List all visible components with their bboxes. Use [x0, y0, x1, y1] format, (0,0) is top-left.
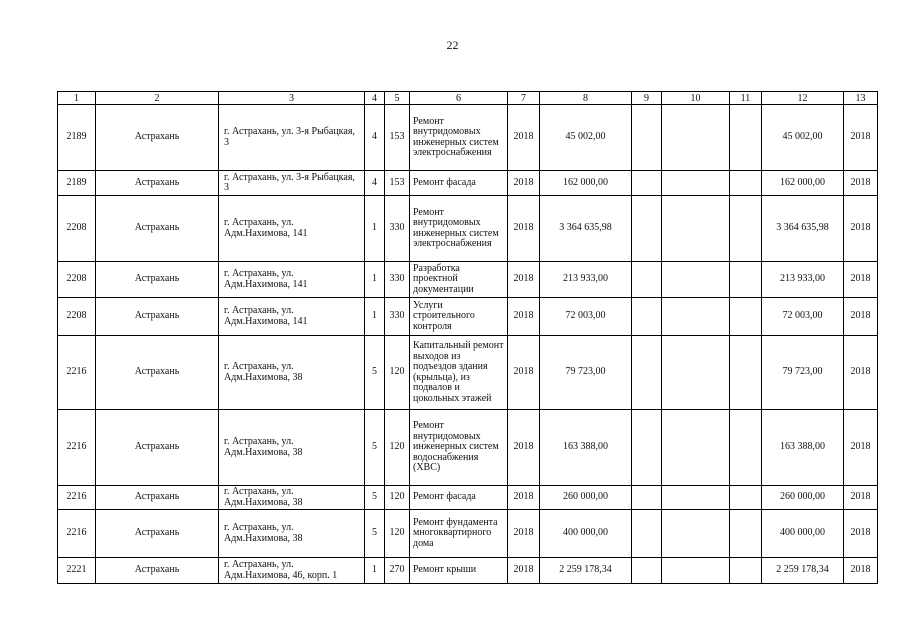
address-cell: г. Астрахань, ул. 3-я Рыбацкая, 3: [219, 171, 365, 196]
col4-cell: 4: [365, 171, 385, 196]
col10-cell: [662, 486, 730, 510]
table-row: [58, 262, 878, 298]
record-id-cell: 2208: [58, 298, 96, 336]
city-cell: Астрахань: [96, 410, 219, 486]
cost-cell: 400 000,00: [540, 510, 632, 558]
col11-cell: [730, 558, 762, 584]
col4-cell: 5: [365, 336, 385, 410]
col5-cell: 330: [385, 196, 410, 262]
table-row: [58, 336, 878, 410]
year-end-cell: 2018: [844, 510, 878, 558]
work-type-cell: Ремонт внутридомовых инженерных систем электроснабжения: [410, 196, 508, 262]
address-cell: г. Астрахань, ул. Адм.Нахимова, 38: [219, 510, 365, 558]
table-row: [58, 486, 878, 510]
work-type-cell: Ремонт фасада: [410, 171, 508, 196]
work-type-cell: Услуги строительного контроля: [410, 298, 508, 336]
header-cell: 10: [662, 92, 730, 105]
col4-cell: 4: [365, 105, 385, 171]
col4-cell: 5: [365, 510, 385, 558]
city-cell: Астрахань: [96, 558, 219, 584]
record-id-cell: 2216: [58, 510, 96, 558]
year-cell: 2018: [508, 336, 540, 410]
col10-cell: [662, 510, 730, 558]
total-cell: 72 003,00: [762, 298, 844, 336]
col5-cell: 153: [385, 105, 410, 171]
work-type-cell: Ремонт внутридомовых инженерных систем электроснабжения: [410, 105, 508, 171]
header-cell: 6: [410, 92, 508, 105]
work-type-cell: Ремонт крыши: [410, 558, 508, 584]
col11-cell: [730, 486, 762, 510]
record-id-cell: 2189: [58, 105, 96, 171]
record-id-cell: 2189: [58, 171, 96, 196]
cost-cell: 2 259 178,34: [540, 558, 632, 584]
header-cell: 9: [632, 92, 662, 105]
header-cell: 12: [762, 92, 844, 105]
work-type-cell: Разработка проектной документации: [410, 262, 508, 298]
address-cell: г. Астрахань, ул. 3-я Рыбацкая, 3: [219, 105, 365, 171]
total-cell: 163 388,00: [762, 410, 844, 486]
col4-cell: 1: [365, 298, 385, 336]
col11-cell: [730, 171, 762, 196]
col10-cell: [662, 298, 730, 336]
col5-cell: 330: [385, 298, 410, 336]
record-id-cell: 2216: [58, 486, 96, 510]
record-id-cell: 2221: [58, 558, 96, 584]
record-id-cell: 2208: [58, 196, 96, 262]
col11-cell: [730, 196, 762, 262]
year-end-cell: 2018: [844, 196, 878, 262]
year-cell: 2018: [508, 171, 540, 196]
table-row: [58, 410, 878, 486]
col11-cell: [730, 510, 762, 558]
header-row: [58, 92, 878, 105]
col9-cell: [632, 486, 662, 510]
header-cell: 2: [96, 92, 219, 105]
table-row: [58, 105, 878, 171]
col9-cell: [632, 510, 662, 558]
col4-cell: 5: [365, 486, 385, 510]
total-cell: 162 000,00: [762, 171, 844, 196]
total-cell: 213 933,00: [762, 262, 844, 298]
total-cell: 3 364 635,98: [762, 196, 844, 262]
col5-cell: 120: [385, 336, 410, 410]
col9-cell: [632, 298, 662, 336]
address-cell: г. Астрахань, ул. Адм.Нахимова, 141: [219, 298, 365, 336]
work-type-cell: Ремонт фасада: [410, 486, 508, 510]
year-end-cell: 2018: [844, 262, 878, 298]
col9-cell: [632, 558, 662, 584]
work-type-cell: Капитальный ремонт выходов из подъездов здания (крыльца), из подвалов и цокольных этажей: [410, 336, 508, 410]
total-cell: 2 259 178,34: [762, 558, 844, 584]
year-end-cell: 2018: [844, 336, 878, 410]
header-cell: 13: [844, 92, 878, 105]
address-cell: г. Астрахань, ул. Адм.Нахимова, 141: [219, 196, 365, 262]
col5-cell: 153: [385, 171, 410, 196]
col4-cell: 1: [365, 262, 385, 298]
col10-cell: [662, 171, 730, 196]
city-cell: Астрахань: [96, 510, 219, 558]
col9-cell: [632, 410, 662, 486]
year-end-cell: 2018: [844, 558, 878, 584]
total-cell: 400 000,00: [762, 510, 844, 558]
record-id-cell: 2216: [58, 410, 96, 486]
col11-cell: [730, 336, 762, 410]
table-row: [58, 510, 878, 558]
page-number: 22: [446, 38, 459, 52]
city-cell: Астрахань: [96, 196, 219, 262]
cost-cell: 260 000,00: [540, 486, 632, 510]
year-cell: 2018: [508, 410, 540, 486]
col4-cell: 5: [365, 410, 385, 486]
address-cell: г. Астрахань, ул. Адм.Нахимова, 38: [219, 410, 365, 486]
address-cell: г. Астрахань, ул. Адм.Нахимова, 38: [219, 336, 365, 410]
cost-cell: 3 364 635,98: [540, 196, 632, 262]
header-cell: 3: [219, 92, 365, 105]
col11-cell: [730, 410, 762, 486]
table-row: [58, 196, 878, 262]
city-cell: Астрахань: [96, 262, 219, 298]
city-cell: Астрахань: [96, 336, 219, 410]
cost-cell: 72 003,00: [540, 298, 632, 336]
cost-cell: 213 933,00: [540, 262, 632, 298]
record-id-cell: 2208: [58, 262, 96, 298]
year-end-cell: 2018: [844, 486, 878, 510]
header-cell: 1: [58, 92, 96, 105]
col5-cell: 270: [385, 558, 410, 584]
cost-cell: 79 723,00: [540, 336, 632, 410]
col5-cell: 120: [385, 410, 410, 486]
year-cell: 2018: [508, 196, 540, 262]
work-type-cell: Ремонт внутридомовых инженерных систем водоснабжения (ХВС): [410, 410, 508, 486]
col10-cell: [662, 105, 730, 171]
address-cell: г. Астрахань, ул. Адм.Нахимова, 46, корп. 1: [219, 558, 365, 584]
cost-cell: 162 000,00: [540, 171, 632, 196]
cost-cell: 163 388,00: [540, 410, 632, 486]
year-end-cell: 2018: [844, 171, 878, 196]
header-cell: 5: [385, 92, 410, 105]
col5-cell: 120: [385, 486, 410, 510]
col10-cell: [662, 558, 730, 584]
year-end-cell: 2018: [844, 410, 878, 486]
col11-cell: [730, 298, 762, 336]
col11-cell: [730, 262, 762, 298]
col4-cell: 1: [365, 558, 385, 584]
col10-cell: [662, 336, 730, 410]
col9-cell: [632, 196, 662, 262]
col9-cell: [632, 262, 662, 298]
header-cell: 7: [508, 92, 540, 105]
record-id-cell: 2216: [58, 336, 96, 410]
col4-cell: 1: [365, 196, 385, 262]
year-end-cell: 2018: [844, 298, 878, 336]
city-cell: Астрахань: [96, 486, 219, 510]
header-cell: 11: [730, 92, 762, 105]
year-end-cell: 2018: [844, 105, 878, 171]
total-cell: 45 002,00: [762, 105, 844, 171]
total-cell: 260 000,00: [762, 486, 844, 510]
year-cell: 2018: [508, 298, 540, 336]
address-cell: г. Астрахань, ул. Адм.Нахимова, 141: [219, 262, 365, 298]
year-cell: 2018: [508, 510, 540, 558]
col5-cell: 330: [385, 262, 410, 298]
col5-cell: 120: [385, 510, 410, 558]
col9-cell: [632, 171, 662, 196]
city-cell: Астрахань: [96, 171, 219, 196]
col9-cell: [632, 336, 662, 410]
table-row: [58, 171, 878, 196]
col10-cell: [662, 262, 730, 298]
total-cell: 79 723,00: [762, 336, 844, 410]
col10-cell: [662, 196, 730, 262]
city-cell: Астрахань: [96, 105, 219, 171]
table-row: [58, 558, 878, 584]
year-cell: 2018: [508, 558, 540, 584]
works-table: [57, 91, 878, 584]
cost-cell: 45 002,00: [540, 105, 632, 171]
address-cell: г. Астрахань, ул. Адм.Нахимова, 38: [219, 486, 365, 510]
col9-cell: [632, 105, 662, 171]
year-cell: 2018: [508, 105, 540, 171]
header-cell: 8: [540, 92, 632, 105]
table-row: [58, 298, 878, 336]
header-cell: 4: [365, 92, 385, 105]
city-cell: Астрахань: [96, 298, 219, 336]
col11-cell: [730, 105, 762, 171]
work-type-cell: Ремонт фундамента многоквартирного дома: [410, 510, 508, 558]
year-cell: 2018: [508, 262, 540, 298]
col10-cell: [662, 410, 730, 486]
year-cell: 2018: [508, 486, 540, 510]
